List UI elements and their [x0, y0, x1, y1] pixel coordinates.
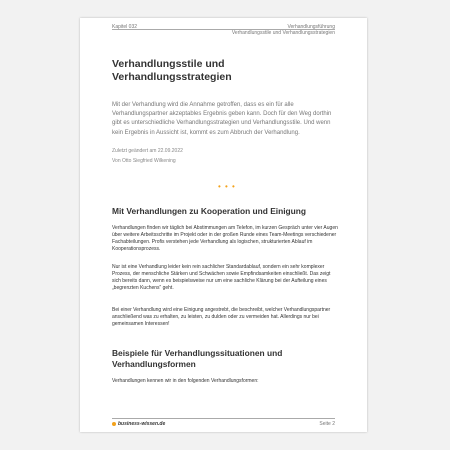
paragraph: Verhandlungen kennen wir in den folgenden Verhandlungsformen: [112, 378, 259, 384]
header-divider [112, 29, 335, 30]
page-title: Verhandlungsstile und Verhandlungsstrategien [112, 58, 232, 83]
author-line: Von Otto Siegfried Wilkening [112, 158, 176, 164]
chapter-label: Kapitel 032 [112, 24, 138, 30]
section-label: Verhandlungsführung [287, 24, 335, 30]
paragraph: Verhandlungen finden wir täglich bei Abstimmungen am Telefon, im kurzen Gespräch unter vier Augen über weitere Arbeitsschritte im Projekt oder in der großen Runde eines Team-Meetings verschiedener Fachabteilungen. Profis verstehen jede Verhandlung als logischen, strukturierten Ablauf im Kooperationsprozess. [112, 225, 338, 252]
paragraph: Bei einer Verhandlung wird eine Einigung angestrebt, die beschreibt, welcher Verhandlungspartner anschließend was zu erhalten, zu leisten, zu dulden oder zu vermeiden hat. Allerdings nur bei gemeinsamen Interessen! [112, 307, 331, 327]
footer-brand [112, 421, 165, 427]
subsection-label: Verhandlungsstile und Verhandlungsstrategien [231, 30, 335, 36]
paragraph: Nur ist eine Verhandlung leider kein rein sachlicher Standardablauf, sondern ein sehr komplexer Prozess, der menschliche Stärken und Schwächen sowie Empfindsamkeiten einschließt. Das zeigt sich bereits dann, wenn es beispielsweise nur um eine sachliche Klärung bei der Aufteilung eines „begrenzten Kuchens“ geht. [112, 264, 331, 291]
intro-paragraph: Mit der Verhandlung wird die Annahme getroffen, dass es ein für alle Verhandlungspartner akzeptables Ergebnis geben kann. Doch für den Weg dorthin gibt es unterschiedliche Verhandlungsstrategien und Verhandlungsstile. Und wenn kein Ergebnis in Aussicht ist, kommt es zum Abbruch der Verhandlung. [112, 102, 332, 136]
section-divider: • • • [218, 182, 236, 191]
document-page [80, 18, 367, 432]
updated-date: Zuletzt geändert am 22.09.2022 [112, 148, 183, 154]
brand-name: business-wissen.de [118, 421, 166, 427]
footer-divider [112, 418, 335, 419]
section-heading-2: Beispiele für Verhandlungssituationen und Verhandlungsformen [112, 348, 283, 369]
page-number: Seite 2 [319, 421, 335, 427]
section-heading-1: Mit Verhandlungen zu Kooperation und Einigung [112, 206, 307, 216]
brand-logo-icon [112, 422, 116, 426]
running-header [232, 24, 335, 36]
